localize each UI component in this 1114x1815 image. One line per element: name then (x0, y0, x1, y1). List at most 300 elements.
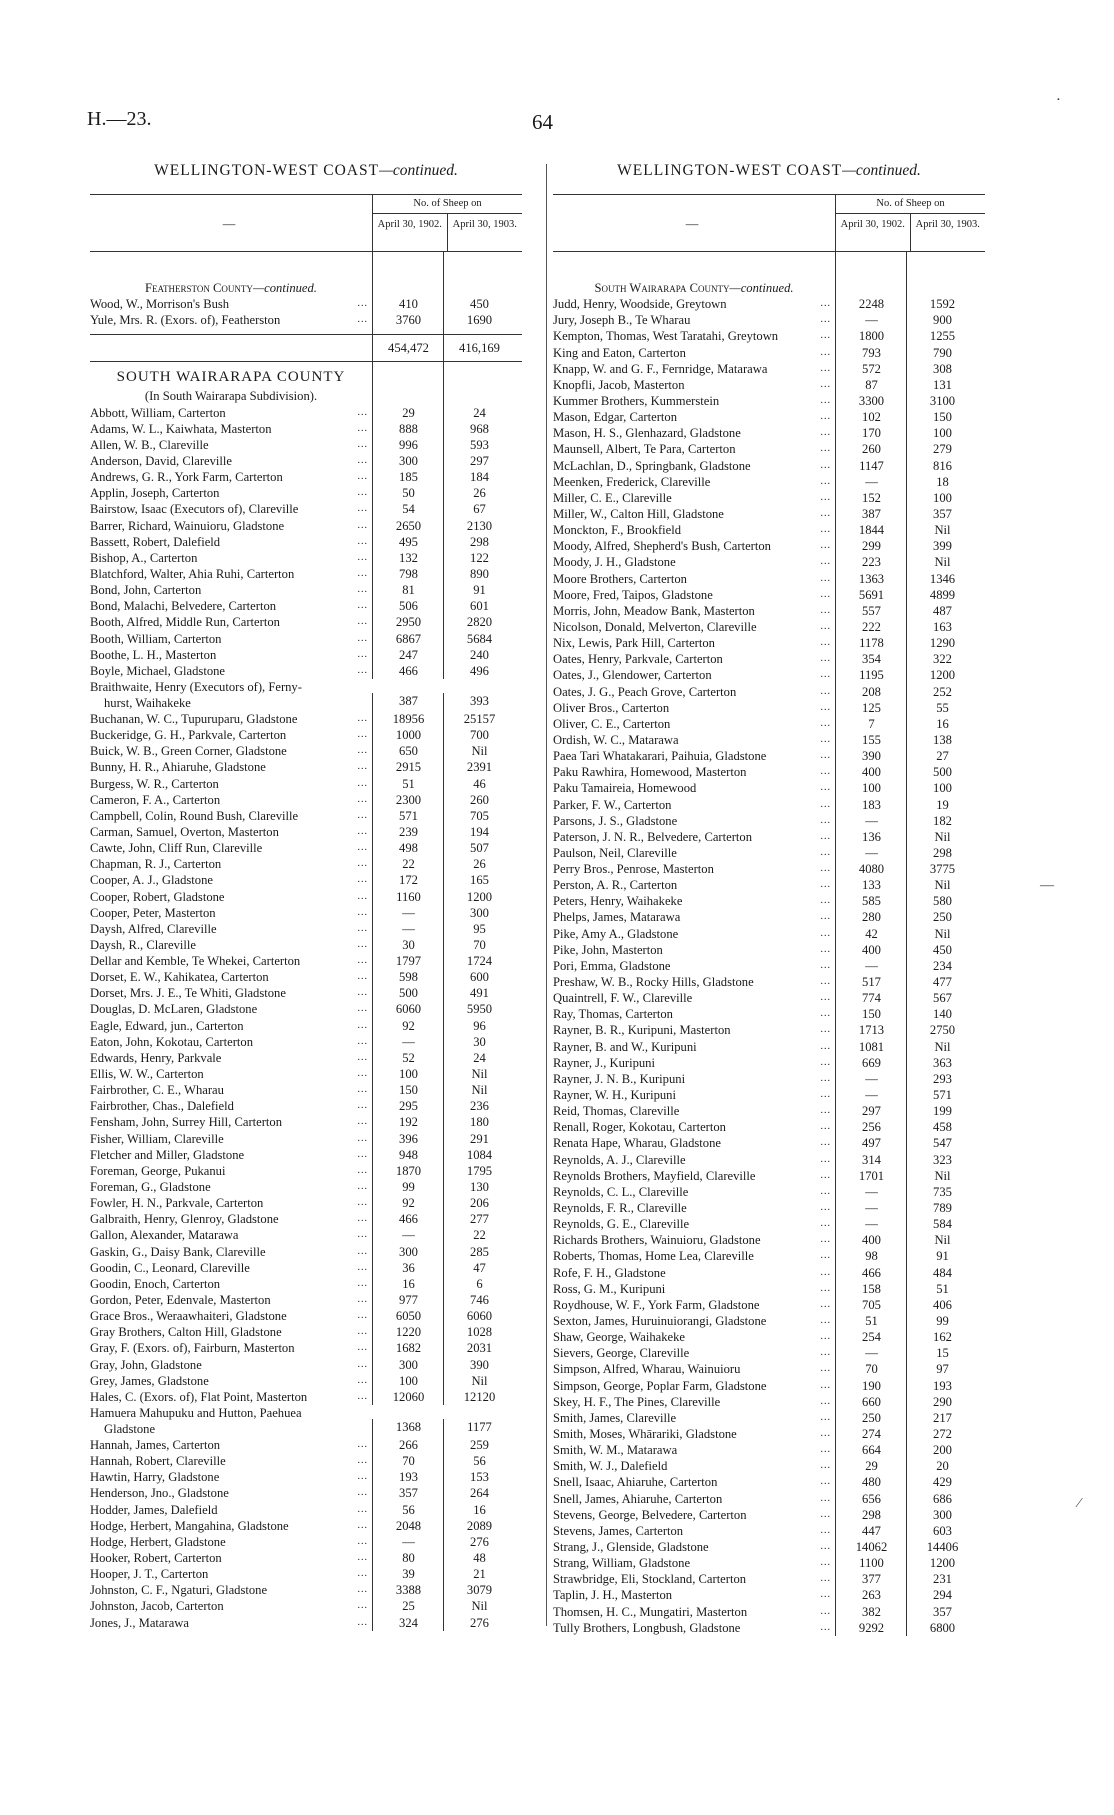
left-table-row (90, 631, 522, 647)
right-table-row (553, 490, 985, 506)
sheep-1902: 1081 (835, 1039, 907, 1055)
sheep-1902: 669 (835, 1055, 907, 1071)
sheep-1902: 3388 (372, 1582, 444, 1598)
sheep-1903: 968 (443, 421, 515, 437)
sheep-1902: 1220 (372, 1324, 444, 1340)
sheep-1903: 3100 (906, 393, 978, 409)
sheep-1903: 3079 (443, 1582, 515, 1598)
leader-dots: ... (357, 1390, 368, 1402)
entry-name: Edwards, Henry, Parkvale ... (90, 1050, 368, 1065)
sheep-1903: 200 (906, 1442, 978, 1458)
column-rule (443, 252, 515, 280)
leader-dots: ... (820, 1524, 831, 1536)
sheep-1903: 357 (906, 1604, 978, 1620)
left-header-col-1902: April 30, 1902. (373, 214, 448, 251)
sheep-1903: 30 (443, 1034, 515, 1050)
county-name: Featherston County (145, 281, 253, 295)
sheep-1902: 54 (372, 501, 444, 517)
entry-name: Ross, G. M., Kuripuni ... (553, 1281, 831, 1296)
right-table-row (553, 1361, 985, 1377)
left-table-row (90, 1405, 522, 1437)
column-rule (372, 252, 444, 280)
sheep-1902: 297 (835, 1103, 907, 1119)
right-table-row (553, 1329, 985, 1345)
sheep-1902: 183 (835, 797, 907, 813)
leader-dots: ... (357, 1519, 368, 1531)
left-table-row (90, 1518, 522, 1534)
right-table-row (553, 1555, 985, 1571)
entry-name-line-2: hurst, Waihakeke (104, 695, 191, 710)
leader-dots: ... (357, 729, 368, 741)
sheep-1903: 547 (906, 1135, 978, 1151)
leader-dots: ... (357, 971, 368, 983)
leader-dots: ... (357, 551, 368, 563)
sheep-1903: 1724 (443, 953, 515, 969)
sheep-1903: 138 (906, 732, 978, 748)
left-table-row (90, 1131, 522, 1147)
sheep-1902: 250 (835, 1410, 907, 1426)
entry-name: Roberts, Thomas, Home Lea, Clareville ... (553, 1249, 831, 1264)
sheep-1903: Nil (906, 522, 978, 538)
left-table-row (90, 1195, 522, 1211)
sheep-1902: 1682 (372, 1340, 444, 1356)
sheep-1903: 236 (443, 1098, 515, 1114)
county-name: South Wairarapa County (594, 281, 730, 295)
entry-name: Renall, Roger, Kokotau, Carterton ... (553, 1120, 831, 1135)
sheep-1903: 390 (443, 1357, 515, 1373)
sheep-1903: 1690 (443, 312, 515, 328)
right-table-row (553, 958, 985, 974)
right-table-row (553, 1119, 985, 1135)
entry-name: Bond, John, Carterton ... (90, 583, 368, 598)
right-table-row (553, 458, 985, 474)
left-table-row (90, 1034, 522, 1050)
sheep-1902: 260 (835, 441, 907, 457)
leader-dots: ... (357, 809, 368, 821)
leader-dots: ... (357, 842, 368, 854)
leader-dots: ... (820, 427, 831, 439)
sheep-1902: 150 (835, 1006, 907, 1022)
sheep-1903: 16 (443, 1502, 515, 1518)
left-table-row (90, 856, 522, 872)
entry-name: Oates, J. G., Peach Grove, Carterton ... (553, 684, 831, 699)
sheep-1903: 15 (906, 1345, 978, 1361)
entry-name: Bond, Malachi, Belvedere, Carterton ... (90, 599, 368, 614)
sheep-1903: 323 (906, 1152, 978, 1168)
leader-dots: ... (820, 362, 831, 374)
sheep-1903: 46 (443, 776, 515, 792)
sheep-1902: 466 (372, 663, 444, 679)
sheep-1903: 55 (906, 700, 978, 716)
sheep-1903: Nil (443, 743, 515, 759)
leader-dots: ... (357, 632, 368, 644)
left-table-row (90, 405, 522, 421)
sheep-1902: 664 (835, 1442, 907, 1458)
entry-name: Moody, J. H., Gladstone ... (553, 555, 831, 570)
sheep-1903: 450 (443, 296, 515, 312)
sheep-1903: 100 (906, 490, 978, 506)
entry-name: Fensham, John, Surrey Hill, Carterton ... (90, 1115, 368, 1130)
total-1903: 416,169 (443, 335, 515, 361)
entry-name: McLachlan, D., Springbank, Gladstone ... (553, 458, 831, 473)
entry-name: Bunny, H. R., Ahiaruhe, Gladstone ... (90, 760, 368, 775)
right-table-row (553, 1394, 985, 1410)
sheep-1903: Nil (443, 1082, 515, 1098)
right-header-col-1902: April 30, 1902. (836, 214, 911, 251)
sheep-1902: 390 (835, 748, 907, 764)
leader-dots: ... (820, 927, 831, 939)
leader-dots: ... (820, 1460, 831, 1472)
sheep-1903: 580 (906, 893, 978, 909)
sheep-1902: 299 (835, 538, 907, 554)
sheep-1902: 1160 (372, 889, 444, 905)
sheep-1903: 1028 (443, 1324, 515, 1340)
entry-name: Ray, Thomas, Carterton ... (553, 1007, 831, 1022)
leader-dots: ... (357, 987, 368, 999)
entry-name: Tully Brothers, Longbush, Gladstone ... (553, 1620, 831, 1635)
leader-dots: ... (357, 1455, 368, 1467)
entry-name: Booth, William, Carterton ... (90, 631, 368, 646)
leader-dots: ... (820, 507, 831, 519)
sheep-1902: — (372, 921, 444, 937)
sheep-1902: 1713 (835, 1022, 907, 1038)
left-table-row (90, 1453, 522, 1469)
sheep-1902: 572 (835, 361, 907, 377)
right-table-row (553, 1539, 985, 1555)
sheep-1903: 277 (443, 1211, 515, 1227)
sheep-1902: 2915 (372, 759, 444, 775)
left-table-row (90, 550, 522, 566)
entry-name: Andrews, G. R., York Farm, Carterton ... (90, 470, 368, 485)
sheep-1903: 790 (906, 345, 978, 361)
leader-dots: ... (820, 911, 831, 923)
entry-name: Reynolds, F. R., Clareville ... (553, 1201, 831, 1216)
entry-name: Strawbridge, Eli, Stockland, Carterton ... (553, 1572, 831, 1587)
right-table-row (553, 474, 985, 490)
entry-name: Strang, J., Glenside, Gladstone ... (553, 1539, 831, 1554)
sheep-1903: 593 (443, 437, 515, 453)
leader-dots: ... (820, 540, 831, 552)
leader-dots: ... (357, 1277, 368, 1289)
entry-name: Reid, Thomas, Clareville ... (553, 1104, 831, 1119)
entry-name: Fowler, H. N., Parkvale, Carterton ... (90, 1196, 368, 1211)
leader-dots: ... (820, 1589, 831, 1601)
right-table-row (553, 1071, 985, 1087)
right-table-row (553, 425, 985, 441)
sheep-1902: 30 (372, 937, 444, 953)
entry-name: Sexton, James, Huruinuiorangi, Gladstone ... (553, 1314, 831, 1328)
sheep-1903: 22 (443, 1227, 515, 1243)
sheep-1902: 51 (835, 1313, 907, 1329)
sheep-1903: 746 (443, 1292, 515, 1308)
entry-name: Moore Brothers, Carterton ... (553, 571, 831, 586)
left-header-group (372, 195, 522, 251)
sheep-1903: 5684 (443, 631, 515, 647)
left-table-row (90, 647, 522, 663)
leader-dots: ... (357, 584, 368, 596)
right-table-row (553, 1491, 985, 1507)
sheep-1903: 276 (443, 1615, 515, 1631)
sheep-1902: 223 (835, 554, 907, 570)
sheep-1903: 20 (906, 1458, 978, 1474)
leader-dots: ... (357, 1164, 368, 1176)
sheep-1903: 279 (906, 441, 978, 457)
document-reference: H.—23. (87, 108, 152, 130)
leader-dots: ... (820, 1056, 831, 1068)
entry-name: Carman, Samuel, Overton, Masterton ... (90, 824, 368, 839)
left-table-row (90, 1244, 522, 1260)
entry-name: Parsons, J. S., Gladstone ... (553, 813, 831, 828)
sheep-1903: 297 (443, 453, 515, 469)
left-table-row (90, 1114, 522, 1130)
leader-dots: ... (820, 717, 831, 729)
leader-dots: ... (820, 1540, 831, 1552)
right-table-row (553, 538, 985, 554)
left-table-row (90, 679, 522, 711)
entry-name: Hannah, James, Carterton ... (90, 1438, 368, 1452)
right-table-row (553, 1297, 985, 1313)
entry-name: Ellis, W. W., Carterton ... (90, 1067, 368, 1082)
column-rule (443, 388, 515, 404)
entry-name: Taplin, J. H., Masterton ... (553, 1588, 831, 1603)
entry-name: Rofe, F. H., Gladstone ... (553, 1265, 831, 1280)
right-table-row (553, 893, 985, 909)
entry-name: Simpson, George, Poplar Farm, Gladstone ... (553, 1378, 831, 1393)
entry-name: Gray, F. (Exors. of), Fairburn, Masterton ... (90, 1341, 368, 1356)
sheep-1902: 98 (835, 1248, 907, 1264)
leader-dots: ... (820, 1266, 831, 1278)
leader-dots: ... (357, 745, 368, 757)
entry-name: King and Eaton, Carterton ... (553, 345, 831, 360)
entry-name: Oates, J., Glendower, Carterton ... (553, 668, 831, 683)
sheep-1902: 705 (835, 1297, 907, 1313)
sheep-1903: 2391 (443, 759, 515, 775)
right-table-row (553, 1200, 985, 1216)
sheep-1903: 130 (443, 1179, 515, 1195)
sheep-1902: 300 (372, 1244, 444, 1260)
sheep-1902: 158 (835, 1281, 907, 1297)
sheep-1903: 47 (443, 1260, 515, 1276)
leader-dots: ... (820, 1508, 831, 1520)
sheep-1902: 14062 (835, 1539, 907, 1555)
left-table-row (90, 840, 522, 856)
entry-name-line-1: Hamuera Mahupuku and Hutton, Paehuea (90, 1406, 302, 1420)
right-title-text: WELLINGTON-WEST COAST (617, 162, 843, 179)
right-table-row (553, 522, 985, 538)
sheep-1903: 2089 (443, 1518, 515, 1534)
leader-dots: ... (357, 955, 368, 967)
entry-name: Goodin, Enoch, Carterton ... (90, 1276, 368, 1291)
right-column (553, 160, 985, 1636)
sheep-1902: 70 (835, 1361, 907, 1377)
entry-name: Pike, John, Masterton ... (553, 942, 831, 957)
leader-dots: ... (357, 1051, 368, 1063)
sheep-1902: 1000 (372, 727, 444, 743)
entry-name: Phelps, James, Matarawa ... (553, 910, 831, 925)
leader-dots: ... (820, 572, 831, 584)
leader-dots: ... (357, 503, 368, 515)
sheep-1902: 300 (372, 1357, 444, 1373)
left-table-row (90, 1340, 522, 1356)
leader-dots: ... (357, 1116, 368, 1128)
leader-dots: ... (820, 620, 831, 632)
entry-name-line-1: Braithwaite, Henry (Executors of), Ferny- (90, 679, 302, 694)
right-table-row (553, 1039, 985, 1055)
sheep-1902: 266 (372, 1437, 444, 1453)
sheep-1902: 1178 (835, 635, 907, 651)
left-table-row (90, 1179, 522, 1195)
entry-name: Dorset, E. W., Kahikatea, Carterton ... (90, 970, 368, 985)
leader-dots: ... (357, 406, 368, 418)
entry-name: Fletcher and Miller, Gladstone ... (90, 1147, 368, 1162)
entry-name: Eaton, John, Kokotau, Carterton ... (90, 1034, 368, 1049)
left-table-row (90, 663, 522, 679)
entry-name: Foreman, G., Gladstone ... (90, 1180, 368, 1195)
right-header-dash: — (685, 217, 699, 231)
sheep-1903: 308 (906, 361, 978, 377)
right-table-row (553, 377, 985, 393)
entry-name: Miller, W., Calton Hill, Gladstone ... (553, 506, 831, 521)
entry-name: Bishop, A., Carterton ... (90, 550, 368, 565)
leader-dots: ... (357, 1197, 368, 1209)
sheep-1903: 240 (443, 647, 515, 663)
leader-dots: ... (820, 1072, 831, 1084)
sheep-1903: 97 (906, 1361, 978, 1377)
sheep-1903: 1084 (443, 1147, 515, 1163)
right-table-row (553, 1055, 985, 1071)
sheep-1902: 571 (372, 808, 444, 824)
entry-name: Dellar and Kemble, Te Whekei, Carterton ... (90, 954, 368, 969)
sheep-1903: Nil (443, 1066, 515, 1082)
right-table-row (553, 506, 985, 522)
sheep-1903: 162 (906, 1329, 978, 1345)
county-heading (90, 280, 372, 296)
sheep-1903: 91 (906, 1248, 978, 1264)
sheep-1903: 393 (443, 693, 515, 725)
sheep-1903: 56 (443, 1453, 515, 1469)
sheep-1902: 3760 (372, 312, 444, 328)
entry-name: Campbell, Colin, Round Bush, Clareville ... (90, 808, 368, 823)
left-header-group-label: No. of Sheep on (373, 195, 522, 214)
entry-name: Adams, W. L., Kaiwhata, Masterton ... (90, 421, 368, 436)
sheep-1903: 206 (443, 1195, 515, 1211)
left-table-row (90, 518, 522, 534)
sheep-1902: 185 (372, 469, 444, 485)
sheep-1903: 27 (906, 748, 978, 764)
right-table-row (553, 312, 985, 328)
sheep-1902: 92 (372, 1195, 444, 1211)
leader-dots: ... (820, 1105, 831, 1117)
sheep-1902: 2950 (372, 614, 444, 630)
sheep-1903: 234 (906, 958, 978, 974)
entry-name: Hooker, Robert, Carterton ... (90, 1550, 368, 1565)
left-table-row (90, 1098, 522, 1114)
leader-dots: ... (820, 475, 831, 487)
right-table-row (553, 926, 985, 942)
spacer-row (90, 252, 522, 280)
sheep-1902: 498 (372, 840, 444, 856)
leader-dots: ... (820, 1298, 831, 1310)
entry-name: Chapman, R. J., Carterton ... (90, 857, 368, 872)
left-table-row (90, 1276, 522, 1292)
column-rule (906, 252, 978, 280)
entry-name: Perry Bros., Penrose, Masterton ... (553, 862, 831, 877)
entry-name: Stevens, James, Carterton ... (553, 1523, 831, 1538)
sheep-1902: 16 (372, 1276, 444, 1292)
leader-dots: ... (357, 1213, 368, 1225)
sheep-1902: 274 (835, 1426, 907, 1442)
leader-dots: ... (820, 491, 831, 503)
right-table-row (553, 296, 985, 312)
sheep-1902: 324 (372, 1615, 444, 1631)
leader-dots: ... (357, 1342, 368, 1354)
left-table-row (90, 1534, 522, 1550)
entry-name: Reynolds, A. J., Clareville ... (553, 1152, 831, 1167)
entry-name (90, 1405, 372, 1437)
sheep-1902: 300 (372, 453, 444, 469)
sheep-1903: 491 (443, 985, 515, 1001)
sheep-1903: 264 (443, 1485, 515, 1501)
total-1902: 454,472 (372, 335, 444, 361)
sheep-1903: Nil (906, 877, 978, 893)
sheep-1903: 1346 (906, 571, 978, 587)
sheep-1902: 1870 (372, 1163, 444, 1179)
entry-name: Hodge, Herbert, Mangahina, Gladstone ... (90, 1518, 368, 1533)
right-table-row (553, 554, 985, 570)
entry-name: Rayner, J., Kuripuni ... (553, 1055, 831, 1070)
right-table-row (553, 1410, 985, 1426)
right-table-row (553, 1281, 985, 1297)
sheep-1902: — (835, 813, 907, 829)
right-table-body (553, 252, 985, 1636)
leader-dots: ... (820, 314, 831, 326)
entry-name: Cooper, A. J., Gladstone ... (90, 873, 368, 888)
left-table-row (90, 937, 522, 953)
sheep-1903: 496 (443, 663, 515, 679)
entry-name: Peters, Henry, Waihakeke ... (553, 894, 831, 909)
column-rule (835, 280, 907, 296)
leader-dots: ... (357, 1261, 368, 1273)
right-table-row (553, 1507, 985, 1523)
leader-dots: ... (820, 298, 831, 310)
leader-dots: ... (357, 1100, 368, 1112)
entry-name: Kummer Brothers, Kummerstein ... (553, 393, 831, 408)
right-column-title (553, 160, 985, 194)
sheep-1902: 87 (835, 377, 907, 393)
leader-dots: ... (357, 1310, 368, 1322)
left-totals-row (90, 334, 522, 362)
entry-name: Douglas, D. McLaren, Gladstone ... (90, 1002, 368, 1017)
leader-dots: ... (820, 863, 831, 875)
leader-dots: ... (357, 1245, 368, 1257)
leader-dots: ... (820, 1476, 831, 1488)
sheep-1903: 484 (906, 1265, 978, 1281)
entry-name: Pike, Amy A., Gladstone ... (553, 926, 831, 941)
entry-name: Gray Brothers, Calton Hill, Gladstone ... (90, 1325, 368, 1340)
sheep-1903: 193 (906, 1378, 978, 1394)
right-table-row (553, 732, 985, 748)
sheep-1902: 2650 (372, 518, 444, 534)
entry-name: Bassett, Robert, Dalefield ... (90, 534, 368, 549)
leader-dots: ... (357, 777, 368, 789)
left-table-row (90, 1082, 522, 1098)
leader-dots: ... (357, 1616, 368, 1628)
leader-dots: ... (820, 976, 831, 988)
sheep-1903: 259 (443, 1437, 515, 1453)
leader-dots: ... (820, 1169, 831, 1181)
leader-dots: ... (820, 346, 831, 358)
sheep-1903: 260 (443, 792, 515, 808)
